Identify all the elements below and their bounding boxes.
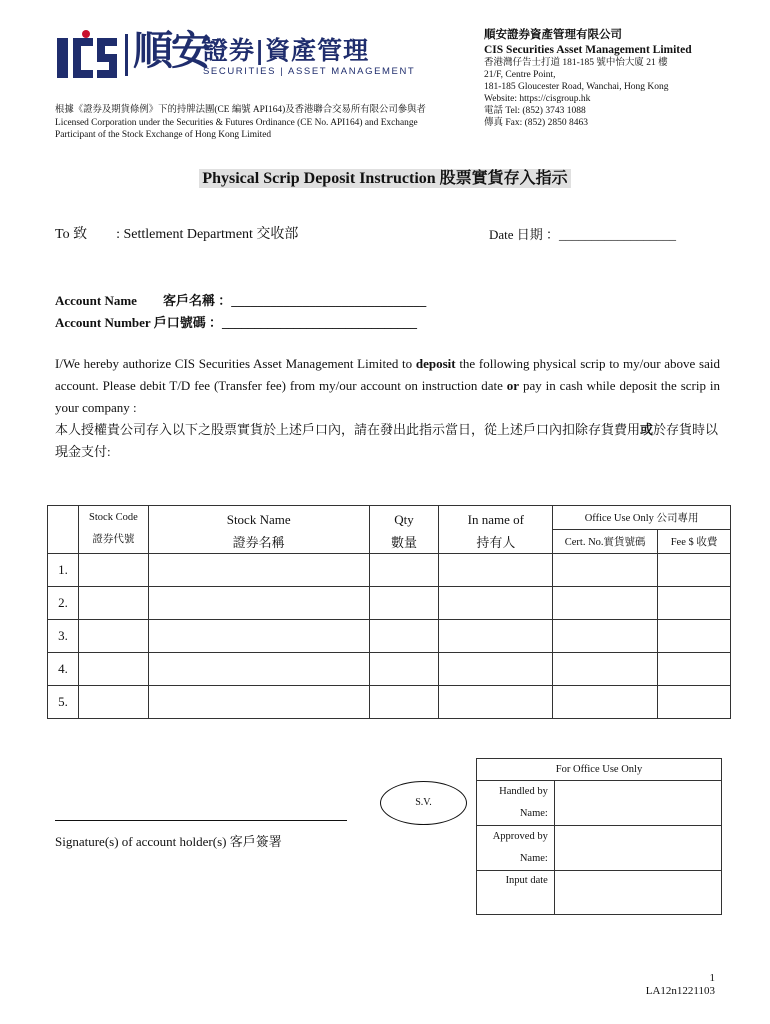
auth-en-bold-or: or [506,378,520,393]
stock-code-header [78,506,148,554]
cell-stock-name[interactable] [148,620,369,653]
row-number: 4. [48,653,79,686]
office-input-date-row [477,871,722,915]
handled-name-text: Name: [519,808,548,819]
auth-cn-2: 於存貨時以現金支付: [55,422,719,459]
account-block [55,290,426,334]
scrip-table [47,505,731,719]
licence-statement [55,104,475,142]
cell-fee[interactable] [658,620,731,653]
cell-stock-code[interactable] [78,554,148,587]
approved-by-field[interactable] [554,826,721,871]
cert-no-header: Cert. No.實貨號碼 [553,530,658,554]
office-use-header: Office Use Only 公司專用 [553,506,731,530]
cell-stock-name[interactable] [148,554,369,587]
row-number: 3. [48,620,79,653]
in-name-en: In name of [467,512,524,527]
cell-qty[interactable] [369,554,439,587]
form-title-wrap [0,165,770,188]
handled-by-field[interactable] [554,781,721,826]
cell-fee[interactable] [658,587,731,620]
account-name-label: Account Name 客戶名稱 ： [55,293,232,308]
auth-cn-bold: 或 [640,422,654,437]
cell-cert-no[interactable] [553,554,658,587]
to-line [55,223,298,243]
account-name-field[interactable]: ______________________________ [231,293,427,308]
auth-cn-1: 本人授權貴公司存入以下之股票實貨於上述戶口內，請在發出此指示當日，從上述戶口內扣除存貨費用 [55,422,641,437]
stock-code-en: Stock Code [89,512,138,523]
company-info [484,28,734,129]
cell-fee[interactable] [658,686,731,719]
authorization-text [55,353,720,463]
approved-by-label [477,826,555,871]
signature-line[interactable] [55,820,347,821]
stock-name-cn: 證券名稱 [232,535,285,550]
logo-text-en: SECURITIES | ASSET MANAGEMENT [203,66,416,77]
stock-name-header [148,506,369,554]
auth-en-2: the following physical scrip to my/our above said account. Please debit T/D fee (Transfer fee) from my/our account on instruction date [55,356,720,393]
table-row [48,554,731,587]
cell-qty[interactable] [369,587,439,620]
logo-divider [125,34,128,76]
handled-by-text: Handled by [499,786,548,797]
cell-cert-no[interactable] [553,686,658,719]
cell-fee[interactable] [658,554,731,587]
cell-in-name[interactable] [439,653,553,686]
address-en-2: 181-185 Gloucester Road, Wanchai, Hong Kong [484,82,669,92]
authorization-cn [55,419,720,463]
cell-in-name[interactable] [439,554,553,587]
signature-label: Signature(s) of account holder(s) 客戶簽署 [55,834,282,849]
logo-text-sub: 證券|資產管理 [203,36,370,65]
row-number: 1. [48,554,79,587]
licence-en-2: Participant of the Stock Exchange of Hong Kong Limited [55,130,272,140]
qty-cn: 數量 [390,535,417,550]
qty-header [369,506,439,554]
cell-cert-no[interactable] [553,653,658,686]
cell-qty[interactable] [369,686,439,719]
input-date-field[interactable] [554,871,721,915]
to-value: : Settlement Department 交收部 [116,227,299,242]
stock-name-en: Stock Name [226,512,291,527]
sv-stamp-area: S.V. [380,781,467,825]
cell-stock-code[interactable] [78,686,148,719]
in-name-cn: 持有人 [476,535,516,550]
cell-stock-code[interactable] [78,587,148,620]
account-number-field[interactable]: ______________________________ [221,315,417,330]
cis-logo-icon [57,30,119,80]
office-use-title: For Office Use Only [477,759,722,781]
table-row [48,620,731,653]
telephone: 電話 Tel: (852) 3743 1088 [484,106,586,116]
cell-stock-name[interactable] [148,686,369,719]
table-row [48,686,731,719]
office-approved-row [477,826,722,871]
table-row [48,587,731,620]
row-number-header [48,506,79,554]
address-en-1: 21/F, Centre Point, [484,70,556,80]
auth-en-1: I/We hereby authorize CIS Securities Asset Management Limited to [55,356,416,371]
stock-code-cn: 證券代號 [92,534,135,545]
to-label: To 致 [55,227,88,242]
licence-cn: 根據《證券及期貨條例》下的持牌法團(CE 編號 API164)及香港聯合交易所有限公司參與者 [55,105,426,115]
row-number: 5. [48,686,79,719]
form-title: Physical Scrip Deposit Instruction 股票實貨存入指示 [199,169,570,188]
page-number: 1 [709,972,715,984]
cell-stock-code[interactable] [78,653,148,686]
row-number: 2. [48,587,79,620]
cell-stock-name[interactable] [148,653,369,686]
date-line [489,224,676,243]
table-row [48,653,731,686]
approved-by-text: Approved by [492,831,548,842]
address-cn: 香港灣仔告士打道 181-185 號中怡大廈 21 樓 [484,58,668,68]
qty-en: Qty [394,512,414,527]
date-label: Date 日期 ： [489,227,560,242]
cell-qty[interactable] [369,620,439,653]
approved-name-text: Name: [519,853,548,864]
company-logo [57,28,416,80]
cell-stock-name[interactable] [148,587,369,620]
handled-by-label [477,781,555,826]
fee-header: Fee $ 收費 [658,530,731,554]
date-field[interactable]: __________________ [559,227,677,242]
office-handled-row [477,781,722,826]
cell-fee[interactable] [658,653,731,686]
website: Website: https://cisgroup.hk [484,94,591,104]
cell-stock-code[interactable] [78,620,148,653]
auth-en-3: pay in cash while deposit the scrip in your company : [55,378,720,415]
in-name-header [439,506,553,554]
company-name-cn: 順安證券資產管理有限公司 [484,29,622,41]
fax: 傳真 Fax: (852) 2850 8463 [484,118,588,128]
cell-in-name[interactable] [439,620,553,653]
input-date-label: Input date [477,871,555,915]
authorization-en [55,353,720,419]
company-name-en: CIS Securities Asset Management Limited [484,44,692,56]
cell-cert-no[interactable] [553,620,658,653]
office-use-table [476,758,722,915]
licence-en-1: Licensed Corporation under the Securities & Futures Ordinance (CE No. API164) and Exchange [55,117,418,128]
auth-en-bold-deposit: deposit [415,356,456,371]
account-number-label: Account Number 戶口號碼 ： [55,315,222,330]
cell-in-name[interactable] [439,587,553,620]
cell-cert-no[interactable] [553,587,658,620]
table-header-row-1 [48,506,731,530]
cell-in-name[interactable] [439,686,553,719]
logo-text-main: 順安 [133,28,209,74]
cell-qty[interactable] [369,653,439,686]
document-code: LA12n1221103 [645,985,715,997]
